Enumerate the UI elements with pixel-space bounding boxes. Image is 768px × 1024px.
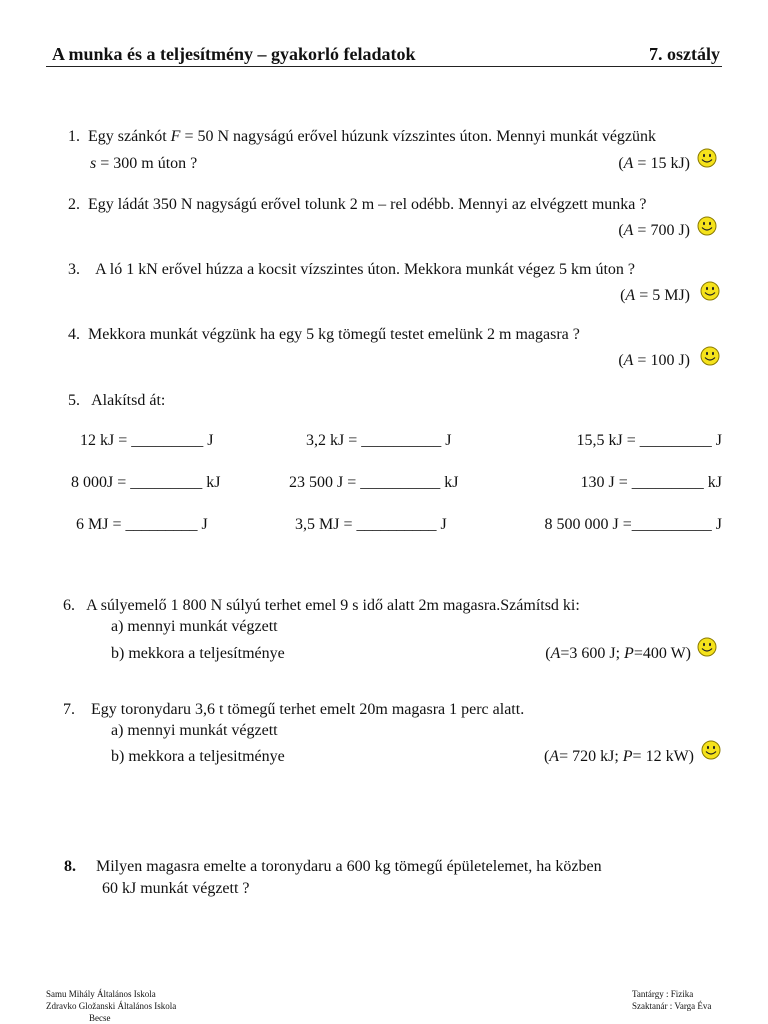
- task-text: = 50 N nagyságú erővel húzunk vízszintes úton. Mennyi munkát végzünk: [180, 128, 657, 145]
- task-7-part-a: a) mennyi munkát végzett: [111, 722, 278, 739]
- task-text: Egy ládát 350 N nagyságú erővel tolunk 2 m – rel odébb. Mennyi az elvégzett munka ?: [88, 196, 647, 213]
- variable-s: s: [90, 155, 97, 172]
- task-6-part-b: b) mekkora a teljesítménye: [111, 645, 285, 662]
- conversion-item: 12 kJ = _________ J: [80, 432, 214, 449]
- answer-variable: A: [549, 748, 560, 765]
- answer-1: [618, 155, 690, 173]
- smiley-face-icon: [700, 346, 720, 366]
- smiley-face-icon: [697, 637, 717, 657]
- task-1: [68, 128, 656, 146]
- answer-value: =400 W): [633, 645, 691, 662]
- task-5: [68, 392, 165, 410]
- footer-school-info: [46, 988, 176, 1024]
- task-text: Milyen magasra emelte a toronydaru a 600 kg tömegű épületelemet, ha közben: [96, 858, 602, 875]
- answer-variable: A: [623, 222, 634, 239]
- task-number: 6.: [63, 597, 75, 614]
- answer-paren: (: [620, 287, 626, 304]
- conversion-item: 3,5 MJ = __________ J: [295, 516, 447, 533]
- task-number: 5.: [68, 392, 80, 409]
- task-number: 3.: [68, 261, 80, 278]
- answer-variable: A: [623, 352, 634, 369]
- task-text: Alakítsd át:: [91, 392, 166, 409]
- task-8-line-2: 60 kJ munkát végzett ?: [102, 880, 250, 897]
- answer-paren: (: [618, 222, 624, 239]
- task-1-line-2: [90, 155, 197, 173]
- task-6-part-a: a) mennyi munkát végzett: [111, 618, 278, 635]
- answer-paren: (: [618, 352, 624, 369]
- worksheet-title: A munka és a teljesítmény – gyakorló feladatok: [52, 44, 416, 64]
- task-number: 2.: [68, 196, 80, 213]
- conversion-item: 3,2 kJ = __________ J: [306, 432, 452, 449]
- answer-paren: (: [545, 645, 551, 662]
- task-6: [63, 597, 580, 615]
- task-8: [64, 858, 602, 876]
- task-2: [68, 196, 647, 214]
- conversion-item: 130 J = _________ kJ: [580, 474, 722, 491]
- task-text: Egy toronydaru 3,6 t tömegű terhet emelt 20m magasra 1 perc alatt.: [91, 701, 525, 718]
- task-number: 7.: [63, 701, 75, 718]
- answer-variable: P: [624, 645, 634, 662]
- footer-course-info: [632, 988, 711, 1012]
- task-text: Egy szánkót: [88, 128, 171, 145]
- answer-value: = 5 MJ): [635, 287, 690, 304]
- smiley-face-icon: [697, 148, 717, 168]
- conversion-item: 23 500 J = __________ kJ: [289, 474, 459, 491]
- variable-F: F: [170, 128, 181, 145]
- task-3: [68, 261, 635, 279]
- task-number: 1.: [68, 128, 80, 145]
- answer-value: = 720 kJ;: [559, 748, 623, 765]
- conversion-item: 15,5 kJ = _________ J: [576, 432, 722, 449]
- task-text: A ló 1 kN erővel húzza a kocsit vízszintes úton. Mekkora munkát végez 5 km úton ?: [95, 261, 635, 278]
- school-town: Becse: [89, 1013, 111, 1023]
- smiley-face-icon: [700, 281, 720, 301]
- school-name-2: Zdravko Gložanski Általános Iskola: [46, 1001, 177, 1011]
- answer-2: [618, 222, 690, 240]
- answer-variable: A: [623, 155, 634, 172]
- grade-label: 7. osztály: [649, 44, 720, 64]
- smiley-face-icon: [697, 216, 717, 236]
- conversion-item: 8 000J = _________ kJ: [71, 474, 221, 491]
- answer-paren: (: [618, 155, 624, 172]
- answer-value: = 15 kJ): [633, 155, 690, 172]
- task-number: 4.: [68, 326, 80, 343]
- smiley-face-icon: [701, 740, 721, 760]
- answer-paren: (: [543, 748, 550, 765]
- answer-value: =3 600 J;: [560, 645, 625, 662]
- answer-6: [545, 645, 691, 663]
- task-number: 8.: [64, 858, 76, 875]
- task-7-part-b: b) mekkora a teljesitménye: [111, 748, 285, 765]
- teacher-label: Szaktanár : Varga Éva: [632, 1001, 712, 1011]
- task-text: A súlyemelő 1 800 N súlyú terhet emel 9 s idő alatt 2m magasra.Számítsd ki:: [86, 597, 580, 614]
- answer-value: = 12 kW): [632, 748, 694, 765]
- answer-variable: P: [622, 748, 633, 765]
- conversion-item: 8 500 000 J =__________ J: [544, 516, 722, 533]
- conversion-item: 6 MJ = _________ J: [76, 516, 208, 533]
- answer-variable: A: [550, 645, 561, 662]
- answer-4: [618, 352, 690, 370]
- answer-value: = 700 J): [633, 222, 690, 239]
- answer-variable: A: [625, 287, 636, 304]
- answer-7: [544, 748, 694, 766]
- answer-3: [620, 287, 690, 305]
- subject-label: Tantárgy : Fizika: [632, 989, 694, 999]
- task-text: Mekkora munkát végzünk ha egy 5 kg tömegű testet emelünk 2 m magasra ?: [88, 326, 580, 343]
- school-name-1: Samu Mihály Általános Iskola: [46, 989, 156, 999]
- task-4: [68, 326, 580, 344]
- header-divider: [46, 66, 722, 67]
- task-7: [63, 701, 524, 719]
- answer-value: = 100 J): [633, 352, 690, 369]
- task-text: = 300 m úton ?: [96, 155, 198, 172]
